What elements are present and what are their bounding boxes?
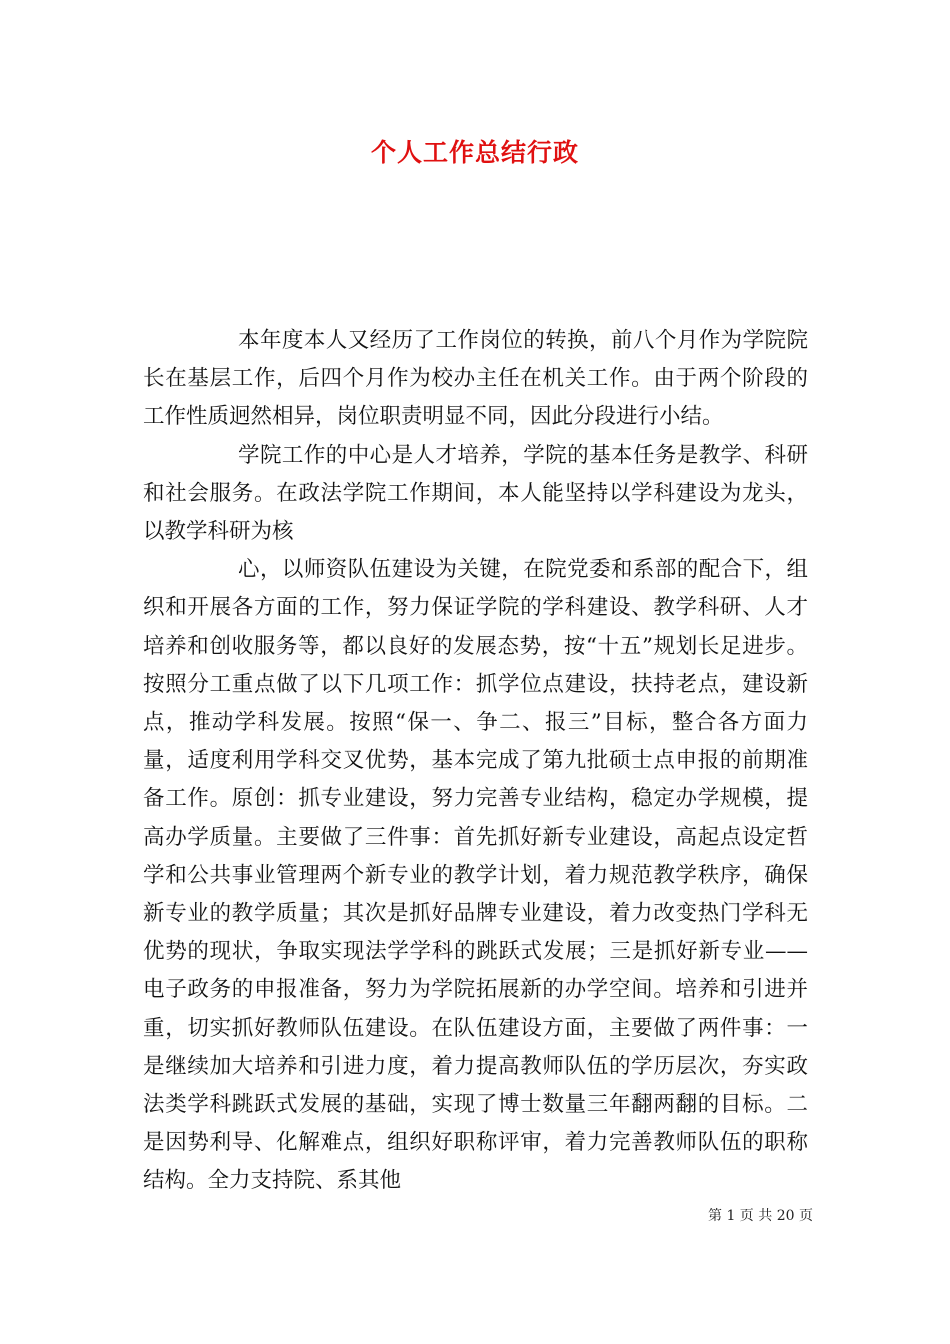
paragraph-1: 本年度本人又经历了工作岗位的转换，前八个月作为学院院长在基层工作，后四个月作为校办主任在机关工作。由于两个阶段的工作性质迥然相异，岗位职责明显不同，因此分段进行小结。 <box>143 328 808 430</box>
paragraph-3: 心，以师资队伍建设为关键，在院党委和系部的配合下，组织和开展各方面的工作，努力保证学院的学科建设、教学科研、人才培养和创收服务等，都以良好的发展态势，按“十五”规划长足进步。按照分工重点做了以下几项工作：抓学位点建设，扶持老点，建设新点，推动学科发展。按照“保一、争二、报三”目标，整合各方面力量，适度利用学科交叉优势，基本完成了第九批硕士点申报的前期准备工作。原创：抓专业建设，努力完善专业结构，稳定办学规模，提高办学质量。主要做了三件事：首先抓好新专业建设，高起点设定哲学和公共事业管理两个新专业的教学计划，着力规范教学秩序，确保新专业的教学质量；其次是抓好品牌专业建设，着力改变热门学科无优势的现状，争取实现法学学科的跳跃式发展；三是抓好新专业——电子政务的申报准备，努力为学院拓展新的办学空间。培养和引进并重，切实抓好教师队伍建设。在队伍建设方面，主要做了两件事：一是继续加大培养和引进力度，着力提高教师队伍的学历层次，夯实政法类学科跳跃式发展的基础，实现了博士数量三年翻两翻的目标。二是因势利导、化解难点，组织好职称评审，着力完善教师队伍的职称结构。全力支持院、系其他 <box>143 557 808 1194</box>
paragraph-2: 学院工作的中心是人才培养，学院的基本任务是教学、科研和社会服务。在政法学院工作期间，本人能坚持以学科建设为龙头，以教学科研为核 <box>143 442 808 545</box>
page-number-footer: 第 1 页 共 20 页 <box>708 1208 813 1224</box>
document-title <box>0 133 950 169</box>
document-body <box>143 322 808 1201</box>
document-title-text: 个人工作总结行政 <box>370 138 579 167</box>
